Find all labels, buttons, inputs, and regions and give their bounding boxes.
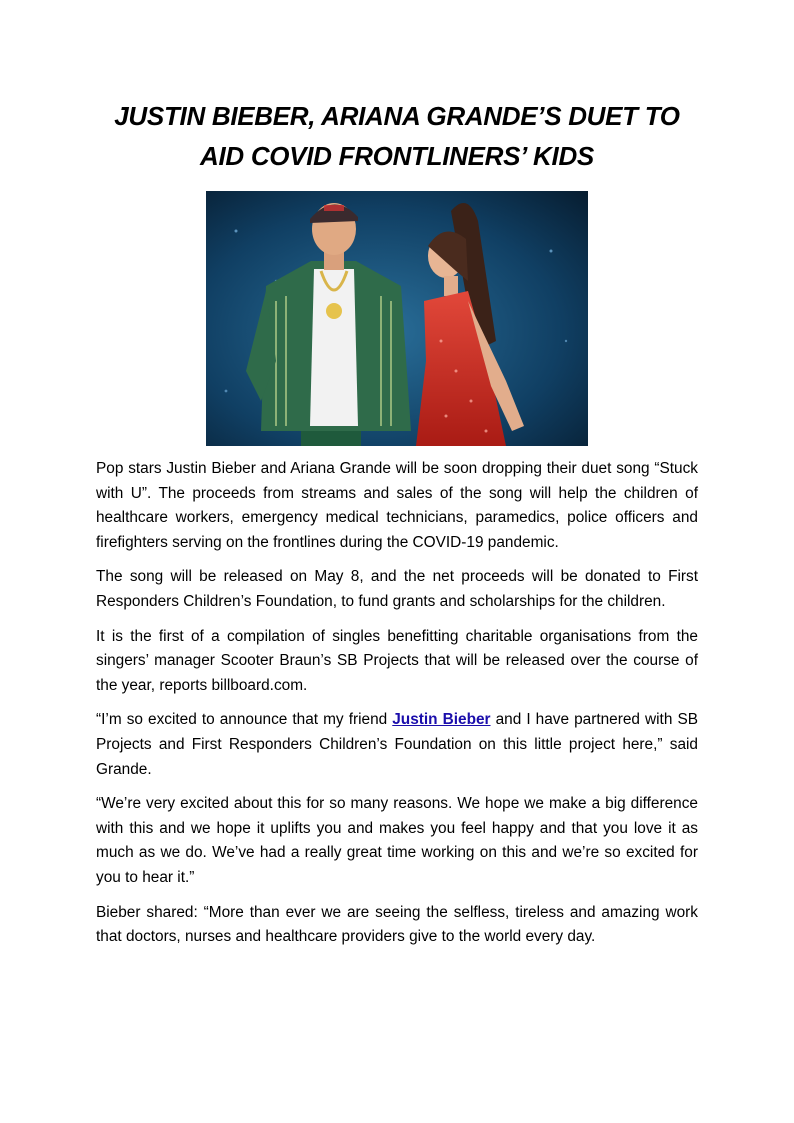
article-title-line-2: AID COVID FRONTLINERS’ KIDS [200,141,594,171]
paragraph-1: Pop stars Justin Bieber and Ariana Grande will be soon dropping their duet song “Stuck with U”. The proceeds from streams and sales of the song will help the children of healthcare workers, emergency medical technicians, paramedics, police officers and firefighters serving on the frontlines during the COVID-19 pandemic. [96,460,698,551]
paragraph-5: “We’re very excited about this for so many reasons. We hope we make a big difference with this and we hope it uplifts you and makes you feel happy and that you love it as much as we do. We’ve had a really great time working on this and we’re so excited for you to hear it.” [96,795,698,886]
quote-text-before-link: “I’m so excited to announce that my friend [96,711,393,729]
article-body [96,457,698,960]
paragraph-3: It is the first of a compilation of singles benefitting charitable organisations from the singers’ manager Scooter Braun’s SB Projects that will be released over the course of the year, reports billboard.com. [96,627,698,694]
paragraph-2: The song will be released on May 8, and the net proceeds will be donated to First Responders Children’s Foundation, to fund grants and scholarships for the children. [96,568,698,610]
quote-text-after-link: and I have partnered with SB Projects and First Responders Children’s Foundation on this little project here,” said Grande. [96,711,698,778]
article-title [90,96,704,176]
paragraph-6: Bieber shared: “More than ever we are seeing the selfless, tireless and amazing work that doctors, nurses and healthcare providers give to the world every day. [96,903,698,946]
paragraph-4 [96,708,698,782]
concert-photo [206,191,588,446]
article-title-line-1: JUSTIN BIEBER, ARIANA GRANDE’S DUET TO [114,101,680,131]
justin-bieber-link[interactable]: Justin Bieber [392,711,491,729]
